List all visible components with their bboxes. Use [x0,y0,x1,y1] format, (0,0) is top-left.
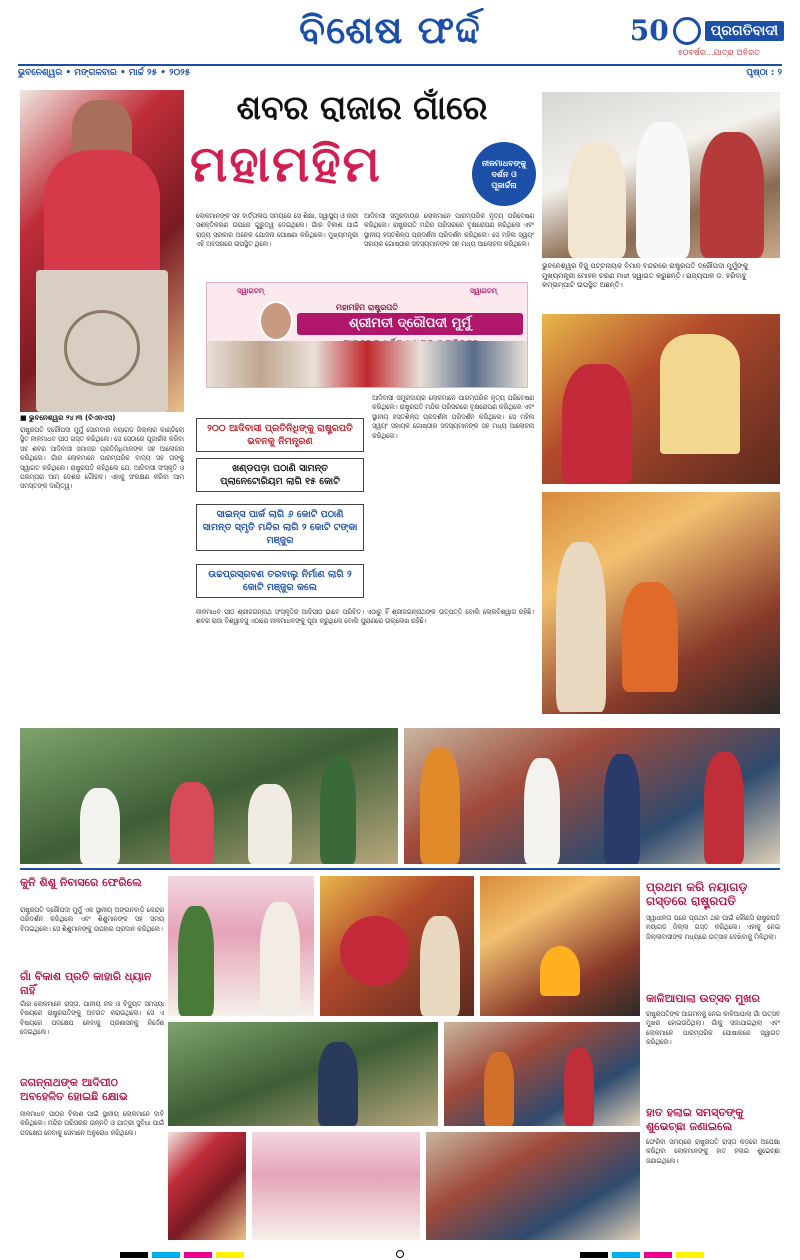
print-color-bar [152,1252,180,1258]
highlight-box-2: ଖଣ୍ଡପଡ଼ା ପଠାଣି ସାମନ୍ତ ପ୍ଲାନେଟୋରିୟମ ଲାଗି ୧୫ କୋଟି [196,458,364,492]
headline-big: ମହାମହିମ [190,135,382,193]
welcome-banner [206,282,528,388]
lead-headline [190,86,534,196]
lead-body-col2: ନୀଳମାଧବ ପୀଠ ଶ୍ରୀଜଗନ୍ନାଥ ସଂସ୍କୃତିର ଆଦିପୀଠ ଭାବେ ପରିଚିତ। ଏଠାରୁ ହିଁ ଶ୍ରୀଜଗନ୍ନାଥଙ୍କ ଉତ୍ପତ୍ତି ବୋଲି ଲୋକବିଶ୍ୱାସ ରହିଛି। ଶବର ରାଜା ବିଶ୍ୱାବସୁ ଏଠାରେ ନୀଳମାଧବଙ୍କୁ ପୂଜା କରୁଥିଲେ ବୋଲି ପୁରାଣରେ ଉଲ୍ଲେଖ ରହିଛି। [196,609,534,626]
yagna-photo [480,876,640,1016]
text-left-1: ରାଷ୍ଟ୍ରପତି ଦ୍ରୌପଦୀ ମୁର୍ମୁ ଏକ ସ୍ଥାନୀୟ ଅଙ୍ଗନବାଡ଼ି କେନ୍ଦ୍ର ପରିଦର୍ଶନ କରିଥିଲେ ଏବଂ ଶିଶୁମାନଙ୍କ ସହ ସମୟ ବିତାଇଥିଲେ। ସେ ଶିଶୁମାନଙ୍କୁ ଉପହାର ପ୍ରଦାନ କରିଥିଲେ। [20,907,164,933]
lead-body-intro-2: ଆଦିବାସୀ ସମ୍ପ୍ରଦାୟର ଲୋକମାନେ ପାରମ୍ପରିକ ନୃତ୍ୟ ପରିବେଷଣ କରିଥିଲେ। ରାଷ୍ଟ୍ରପତି ମନ୍ଦିର ପରିସରରେ ବୃକ୍ଷରୋପଣ କରିଥିଲେ ଏବଂ ସ୍ଥାନୀୟ ହସ୍ତଶିଳ୍ପ ପ୍ରଦର୍ଶନୀ ପରିଦର୍ଶନ କରିଥିଲେ। ସେ ମହିଳା ସ୍ୱୟଂ ସହାୟକ ଗୋଷ୍ଠୀର ସଦସ୍ୟମାନଙ୍କ ସହ ମଧ୍ୟ ଆଲୋଚନା କରିଥିଲେ। [364,213,534,249]
subhead-right-1: ପ୍ରଥମ କରି ନୟାଗଡ଼ ଗସ୍ତରେ ରାଷ୍ଟ୍ରପତି [646,880,748,908]
print-color-bar [216,1252,244,1258]
print-color-bar [184,1252,212,1258]
stage-dignitaries [207,341,527,387]
lead-body-intro: ଲୋକମାନଙ୍କ ସହ ବାର୍ତ୍ତାଳାପ ସମୟରେ ସେ ଶିକ୍ଷା, ସ୍ୱାସ୍ଥ୍ୟ ଓ ନାରୀ ସଶକ୍ତିକରଣ ଉପରେ ଗୁରୁତ୍ୱ ଦେଇଥିଲେ। ଗାଁର ବିକାଶ ପାଇଁ ରାଜ୍ୟ ସରକାର ଅନେକ ଯୋଜନା ଘୋଷଣା କରିଥିଲେ। ମୁଖ୍ୟମନ୍ତ୍ରୀ ଏହି ଅବସରରେ ଉପସ୍ଥିତ ଥିଲେ। [196,213,358,249]
garden-seating-photo [20,728,398,864]
section-title: ବିଶେଷ ଫର୍ଦ୍ଦ [299,8,481,52]
print-color-bar [676,1252,704,1258]
airport-welcome-photo [542,92,780,258]
print-color-bar [612,1252,640,1258]
subhead-left-3: ଜଗନ୍ନାଥଙ୍କ ଆଦିପୀଠ ଅବହେଳିତ ହୋଇଛି କ୍ଷୋଭ [20,1076,128,1103]
highlight-box-3: ସାଇନ୍ସ ପାର୍କ ଲାଗି ୬ କୋଟି ପଠାଣି ସାମନ୍ତ ସ୍ମୃତି ମନ୍ଦିର ଲାଗି ୨ କୋଟି ଟଙ୍କା ମଞ୍ଜୁର [196,504,364,551]
text-right-2: ରାଷ୍ଟ୍ରପତିଙ୍କ ଆଗମନକୁ ନେଇ କାଳିଆପାଲା ଗାଁ ଉତ୍ସବ ମୁଖର ହୋଇଉଠିଥିଲା। ଗାଁକୁ ସଜାଯାଇଥିଲା ଏବଂ ଲୋକମାନେ ପାରମ୍ପରିକ ପୋଷାକରେ ସ୍ୱାଗତ କରିଥିଲେ। [646,1011,780,1047]
banner-name: ଶ୍ରୀମତୀ ଦ୍ରୌପଦୀ ମୁର୍ମୁ [297,313,523,335]
newspaper-logo [630,14,784,47]
puja-ceremony-photo [542,492,780,714]
text-right-1: ସ୍ୱାଧୀନତା ପରେ ପ୍ରଥମ ଥର ପାଇଁ କୌଣସି ରାଷ୍ଟ୍ରପତି ନୟାଗଡ଼ ଜିଲ୍ଲା ଗସ୍ତ କରିଥିଲେ। ଏହାକୁ ନେଇ ଜିଲ୍ଲାବାସୀଙ୍କ ମଧ୍ୟରେ ଉତ୍ସାହ ଦେଖିବାକୁ ମିଳିଥିଲା। [646,915,780,941]
section-divider [20,868,780,870]
masthead [0,0,800,62]
tribal-group-photo [404,728,780,864]
banner-tag-right: ସ୍ୱାଗତମ୍ [469,287,497,295]
greeting-photo [168,876,314,1016]
headline-badge: ନୀଳମାଧବଙ୍କୁ ଦର୍ଶନ ଓ ପୂଜାର୍ଚ୍ଚନା [472,142,536,206]
lead-body-col1: ରାଷ୍ଟ୍ରପତି ଦ୍ରୌପଦୀ ମୁର୍ମୁ ସୋମବାର ନୟାଗଡ଼ ଜିଲ୍ଲାର କାଣ୍ଟିଲୋ ସ୍ଥିତ ନୀଳମାଧବ ପୀଠ ଗସ୍ତ କରିଥିଲେ। ସେ ସେଠାରେ ପୂଜାର୍ଚ୍ଚନା କରିବା ସହ ଶବର ଆଦିବାସୀ ସମାଜର ପ୍ରତିନିଧିମାନଙ୍କ ସହ ଆଲୋଚନା କରିଥିଲେ। ଗାଁର ଲୋକମାନେ ପାରମ୍ପରିକ ବାଦ୍ୟ ସହ ତାଙ୍କୁ ସ୍ୱାଗତ କରିଥିଲେ। ରାଷ୍ଟ୍ରପତି କହିଥିଲେ ଯେ, ଆଦିବାସୀ ସଂସ୍କୃତି ଓ ପରମ୍ପରା ଆମ ଦେଶର ଗୌରବ। ଏହାକୁ ସଂରକ୍ଷଣ କରିବା ଆମ ସମସ୍ତଙ୍କ ଦାୟିତ୍ୱ। [20,427,184,491]
banner-top-line: ମହାମହିମ ରାଷ୍ଟ୍ରପତି [336,303,398,312]
airport-photo-caption: ଭୁବନେଶ୍ୱର ବିଜୁ ପଟ୍ଟନାୟକ ବିମାନ ବନ୍ଦରରେ ରାଷ୍ଟ୍ରପତି ଦ୍ରୌପଦୀ ମୁର୍ମୁଙ୍କୁ ମୁଖ୍ୟମନ୍ତ୍ରୀ ମୋହନ ଚରଣ ମାଝୀ ସ୍ୱାଗତ କରୁଛନ୍ତି। ରାଜ୍ୟପାଳ ଡ. ହରିବାବୁ କମ୍ଭମ୍ପାଟି ଉପସ୍ଥିତ ଅଛନ୍ତି। [542,262,749,289]
sun-emblem-icon [673,17,701,45]
logo-number: 50 [629,14,669,47]
page-number: ପୃଷ୍ଠା : ୨ [746,68,782,78]
subhead-right-2: କାଳିଆପାଲା ଉତ୍ସବ ମୁଖର [646,992,760,1005]
crowd-audience-photo [426,1132,640,1240]
highlight-box-1: ୨୦୦ ଆଦିବାସୀ ପ୍ରତିନିଧିଙ୍କୁ ରାଷ୍ଟ୍ରପତି ଭବନକୁ ନିମନ୍ତ୍ରଣ [196,418,364,452]
president-speech-photo [20,90,184,412]
story-dateline: ■ ଭୁବନେଶ୍ୱର ୨୪।୩ (ବିଏନଏସ) [20,414,116,422]
tribal-dance-photo [444,1022,640,1126]
registration-mark-icon [396,1250,404,1258]
headline-line1: ଶବର ରାଜାର ଗାଁରେ [236,88,488,127]
logo-tagline: ୫୦ବର୍ଷର...ଯାତ୍ରା ଅବିରତ [677,48,760,57]
dateline [18,64,782,80]
logo-name: ପ୍ରଗତିବାଦୀ [705,21,784,41]
lead-body-col3: ଆଦିବାସୀ ସମ୍ପ୍ରଦାୟର ଲୋକମାନେ ପାରମ୍ପରିକ ନୃତ୍ୟ ପରିବେଷଣ କରିଥିଲେ। ରାଷ୍ଟ୍ରପତି ମନ୍ଦିର ପରିସରରେ ବୃକ୍ଷରୋପଣ କରିଥିଲେ ଏବଂ ସ୍ଥାନୀୟ ହସ୍ତଶିଳ୍ପ ପ୍ରଦର୍ଶନୀ ପରିଦର୍ଶନ କରିଥିଲେ। ସେ ମହିଳା ସ୍ୱୟଂ ସହାୟକ ଗୋଷ୍ଠୀର ସଦସ୍ୟମାନଙ୍କ ସହ ମଧ୍ୟ ଆଲୋଚନା କରିଥିଲେ। [372,395,534,440]
print-color-bar [580,1252,608,1258]
temple-worship-photo [542,314,780,484]
text-left-2: ଗାଁର ଲୋକମାନେ ରାସ୍ତା, ପାନୀୟ ଜଳ ଓ ବିଦ୍ୟୁତ ସମସ୍ୟା ବିଷୟରେ ରାଷ୍ଟ୍ରପତିଙ୍କୁ ଅବଗତ କରାଇଥିଲେ। ସେ ଏ ବିଷୟରେ ପଦକ୍ଷେପ ନେବାକୁ ପ୍ରଶାସନକୁ ନିର୍ଦ୍ଦେଶ ଦେଇଥିଲେ। [20,1001,164,1037]
place-date: ଭୁବନେଶ୍ୱର • ମଙ୍ଗଳବାର • ମାର୍ଚ୍ଚ ୨୫ • ୨୦୨୫ [18,68,191,78]
subhead-left-1: କୁନି ଶିଶୁ ନିବାସରେ ଫେରିଲେ [20,876,142,889]
subhead-left-2: ଗାଁ ବିକାଶ ପ୍ରତି କାହାରି ଧ୍ୟାନ ନାହିଁ [20,970,152,997]
text-left-3: ନୀଳମାଧବ ପୀଠର ବିକାଶ ପାଇଁ ସ୍ଥାନୀୟ ଲୋକମାନେ ଦାବି କରିଥିଲେ। ମନ୍ଦିର ପରିସରର ଉନ୍ନତି ଓ ଯାତ୍ରୀ ସୁବିଧା ପାଇଁ ପଦକ୍ଷେପ ନେବାକୁ ସେମାନେ ଅନୁରୋଧ କରିଥିଲେ। [20,1111,164,1137]
deity-offering-photo [320,876,474,1016]
print-color-bar [120,1252,148,1258]
women-audience-photo [252,1132,420,1240]
subhead-right-3: ହାତ ହଲାଇ ସମସ୍ତଙ୍କୁ ଶୁଭେଚ୍ଛା ଜଣାଇଲେ [646,1106,744,1133]
text-right-3: ଫେରିବା ସମୟରେ ରାଷ୍ଟ୍ରପତି ରାସ୍ତା କଡ଼ରେ ଅପେକ୍ଷା କରିଥିବା ଲୋକମାନଙ୍କୁ ହାତ ହଲାଇ ଶୁଭେଚ୍ଛା ଜଣାଇଥିଲେ। [646,1139,780,1165]
highlight-box-4: ଉଚ୍ଚପ୍ରସ୍ରବଣ ତରବାଲୁ ନିର୍ମାଣ ଲାଗି ୨ କୋଟି ମଞ୍ଜୁର କଲେ [196,564,364,598]
flower-decor-photo [168,1132,246,1240]
banner-tag-left: ସ୍ୱାଗତମ୍ [237,287,265,295]
president-portrait [259,301,293,341]
print-color-bar [644,1252,672,1258]
village-gathering-photo [168,1022,438,1126]
